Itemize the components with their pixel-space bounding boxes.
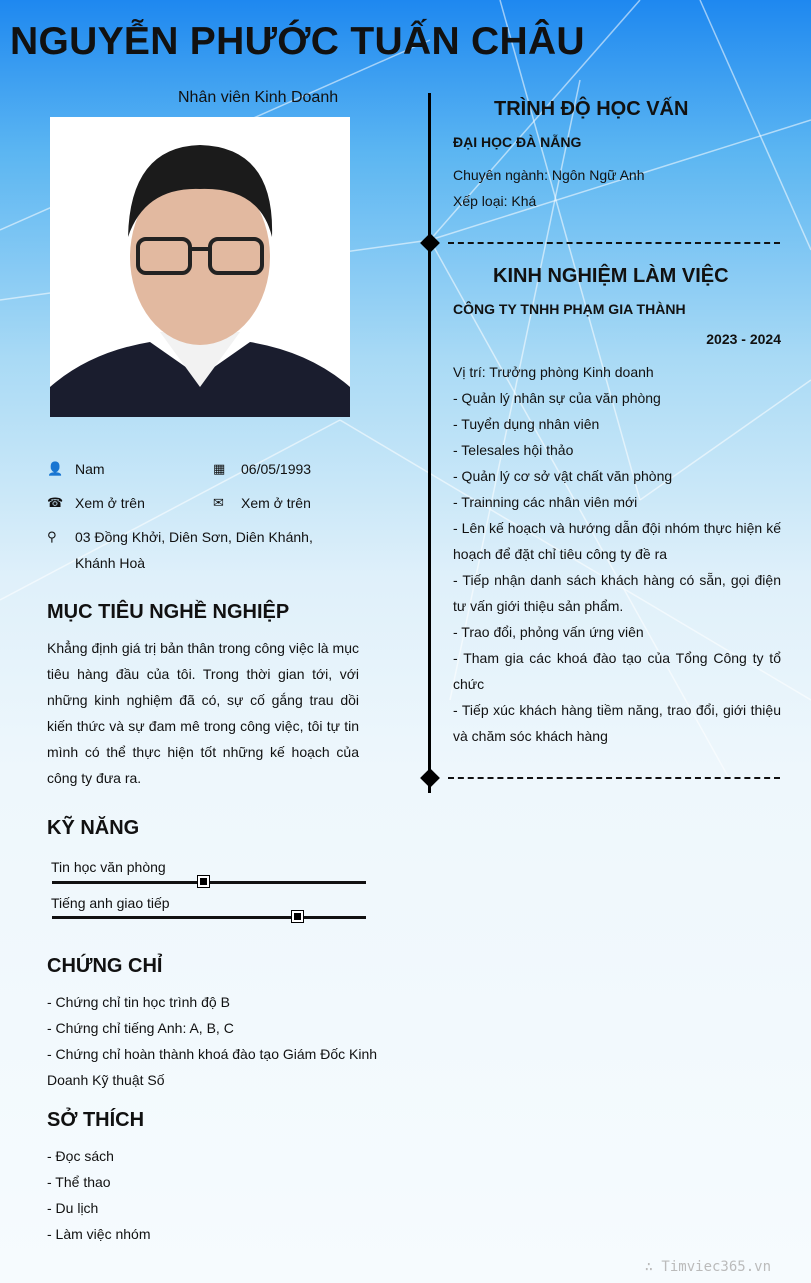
duty-item: - Tuyển dụng nhân viên (453, 416, 600, 432)
certificate-item: - Chứng chỉ tiếng Anh: A, B, C (47, 1020, 234, 1036)
experience-heading: KINH NGHIỆM LÀM VIỆC (493, 265, 729, 287)
hobby-item: - Thể thao (47, 1174, 111, 1190)
duty-item: - Tham gia các khoá đào tạo của Tổng Công ty tổ chức (453, 650, 781, 692)
section-divider (448, 777, 780, 779)
hobbies-heading: SỞ THÍCH (47, 1109, 145, 1131)
major: Chuyên ngành: Ngôn Ngữ Anh (453, 167, 645, 183)
certificate-item: - Chứng chỉ tin học trình độ B (47, 994, 230, 1010)
timeline-marker (420, 768, 440, 788)
candidate-name: NGUYỄN PHƯỚC TUẤN CHÂU (10, 20, 585, 63)
timeline-marker (420, 233, 440, 253)
timeline-line (428, 93, 431, 793)
company-name: CÔNG TY TNHH PHẠM GIA THÀNH (453, 301, 686, 317)
skill-level-handle (198, 876, 209, 887)
email-field (213, 495, 311, 511)
position: Vị trí: Trưởng phòng Kinh doanh (453, 364, 654, 380)
objective-heading: MỤC TIÊU NGHỀ NGHIỆP (47, 601, 290, 623)
calendar-icon: ▦ (213, 461, 226, 476)
gender-field (47, 461, 105, 477)
skill-label: Tiếng anh giao tiếp (51, 895, 170, 911)
work-period: 2023 - 2024 (706, 331, 781, 347)
duty-item: - Tiếp nhận danh sách khách hàng có sẵn, gọi điện tư vấn giới thiệu sản phẩm. (453, 572, 781, 614)
hobby-item: - Làm việc nhóm (47, 1226, 151, 1242)
user-icon: 👤 (47, 461, 64, 476)
duties-list (453, 359, 781, 749)
phone-field (47, 495, 145, 511)
skill-label: Tin học văn phòng (51, 859, 166, 875)
duty-item: - Quản lý cơ sở vật chất văn phòng (453, 468, 673, 484)
skills-heading: KỸ NĂNG (47, 817, 140, 839)
school-name: ĐẠI HỌC ĐÀ NẴNG (453, 134, 582, 150)
gender-value: Nam (75, 461, 105, 477)
objective-text: Khẳng định giá trị bản thân trong công việc là mục tiêu hàng đầu của tôi. Trong thời gian tới, với những kinh nghiệm đã có, sự cố gắng trau dồi kiến thức và sự đam mê trong công việc, tôi tự tin mình có thể thực hiện tốt những kế hoạch của công ty đưa ra. (47, 640, 359, 786)
email-value: Xem ở trên (241, 495, 311, 511)
certificates-list (47, 989, 387, 1093)
education-heading: TRÌNH ĐỘ HỌC VẤN (494, 98, 689, 120)
certificates-heading: CHỨNG CHỈ (47, 955, 163, 977)
address-value: 03 Đồng Khởi, Diên Sơn, Diên Khánh, Khánh Hoà (75, 529, 313, 571)
skill-level-bar (52, 916, 366, 919)
hobby-item: - Đọc sách (47, 1148, 114, 1164)
duty-item: - Quản lý nhân sự của văn phòng (453, 390, 661, 406)
section-divider (448, 242, 780, 244)
birthday-value: 06/05/1993 (241, 461, 312, 477)
duty-item: - Lên kế hoạch và hướng dẫn đội nhóm thực hiện kế hoạch để đặt chỉ tiêu công ty đề ra (453, 520, 781, 562)
email-icon: ✉ (213, 495, 224, 510)
job-title: Nhân viên Kinh Doanh (178, 89, 339, 106)
grade: Xếp loại: Khá (453, 193, 537, 209)
duty-item: - Telesales hội thảo (453, 442, 574, 458)
profile-photo (50, 117, 350, 417)
hobby-item: - Du lịch (47, 1200, 99, 1216)
map-pin-icon: ⚲ (47, 529, 57, 544)
skill-level-handle (292, 911, 303, 922)
phone-value: Xem ở trên (75, 495, 145, 511)
duty-item: - Tiếp xúc khách hàng tiềm năng, trao đổi, giới thiệu và chăm sóc khách hàng (453, 702, 781, 744)
skill-level-bar (52, 881, 366, 884)
address-field (47, 524, 337, 576)
duty-item: - Trainning các nhân viên mới (453, 494, 638, 510)
certificate-item: - Chứng chỉ hoàn thành khoá đào tạo Giám Đốc Kinh Doanh Kỹ thuật Số (47, 1046, 378, 1088)
hobbies-list (47, 1143, 150, 1247)
watermark: ∴ Timviec365.vn (644, 1259, 771, 1275)
birthday-field (213, 461, 311, 477)
phone-icon: ☎ (47, 495, 64, 510)
duty-item: - Trao đổi, phỏng vấn ứng viên (453, 624, 644, 640)
